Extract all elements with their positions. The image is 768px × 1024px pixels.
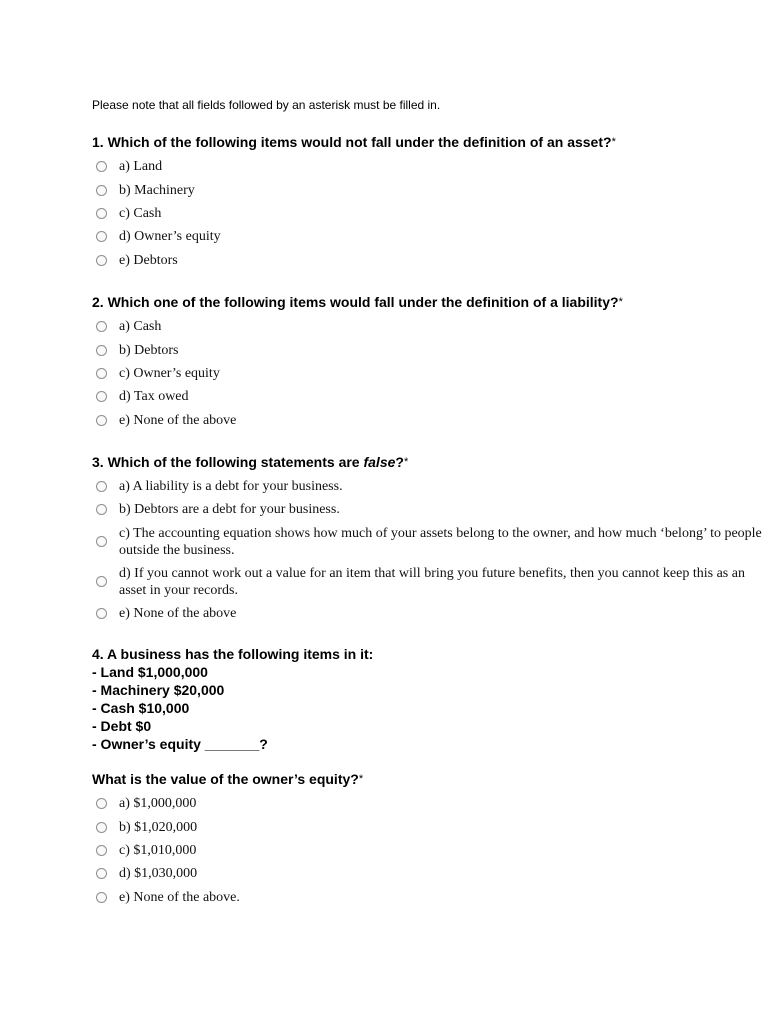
required-asterisk: * xyxy=(358,773,364,786)
radio-button[interactable] xyxy=(96,868,107,879)
radio-button[interactable] xyxy=(96,481,107,492)
scenario-line-machinery: - Machinery $20,000 xyxy=(92,682,225,699)
question-3-title: 3. Which of the following statements are false?* xyxy=(92,453,409,470)
question-2-title: 2. Which one of the following items would fall under the definition of a liability?* xyxy=(92,293,623,310)
question-2-option-a[interactable] xyxy=(92,315,768,338)
radio-button[interactable] xyxy=(96,608,107,619)
question-2-option-e[interactable] xyxy=(92,409,768,432)
question-4-option-c[interactable] xyxy=(92,839,768,862)
required-fields-note: Please note that all fields followed by an asterisk must be filled in. xyxy=(92,98,441,112)
radio-button[interactable] xyxy=(96,504,107,515)
option-label: e) None of the above xyxy=(119,412,237,428)
question-4-option-a[interactable] xyxy=(92,792,768,815)
question-3-option-d[interactable] xyxy=(92,562,768,602)
option-label: e) None of the above xyxy=(119,605,237,621)
question-4-option-b[interactable] xyxy=(92,815,768,838)
question-1-option-c[interactable] xyxy=(92,202,768,225)
option-label: b) Debtors are a debt for your business. xyxy=(119,502,340,518)
scenario-line-owners-equity: - Owner’s equity _______? xyxy=(92,736,268,753)
question-3-option-e[interactable] xyxy=(92,602,768,625)
radio-button[interactable] xyxy=(96,415,107,426)
option-label: b) $1,020,000 xyxy=(119,819,198,835)
option-label: a) $1,000,000 xyxy=(119,796,197,812)
question-1-option-d[interactable] xyxy=(92,225,768,248)
radio-button[interactable] xyxy=(96,391,107,402)
radio-button[interactable] xyxy=(96,845,107,856)
question-1-option-e[interactable] xyxy=(92,249,768,272)
question-2-option-d[interactable] xyxy=(92,385,768,408)
question-4-title: 4. A business has the following items in it: xyxy=(92,646,374,663)
question-1-title: 1. Which of the following items would not fall under the definition of an asset?* xyxy=(92,134,616,150)
radio-button[interactable] xyxy=(96,231,107,242)
survey-form xyxy=(92,96,768,909)
radio-button[interactable] xyxy=(96,185,107,196)
radio-button[interactable] xyxy=(96,892,107,903)
question-4 xyxy=(92,645,768,909)
required-asterisk: * xyxy=(403,455,409,468)
radio-button[interactable] xyxy=(96,321,107,332)
question-1 xyxy=(92,133,768,272)
question-2 xyxy=(92,293,768,432)
option-label: d) $1,030,000 xyxy=(119,866,198,882)
radio-button[interactable] xyxy=(96,798,107,809)
scenario-line-cash: - Cash $10,000 xyxy=(92,700,190,717)
option-label: c) $1,010,000 xyxy=(119,843,197,859)
radio-button[interactable] xyxy=(96,161,107,172)
question-1-option-a[interactable] xyxy=(92,155,768,178)
question-3 xyxy=(92,453,768,625)
question-4-option-d[interactable] xyxy=(92,862,768,885)
option-label: b) Machinery xyxy=(119,182,195,198)
radio-button[interactable] xyxy=(96,822,107,833)
option-label: a) A liability is a debt for your business. xyxy=(119,479,343,495)
option-label: a) Cash xyxy=(119,319,162,335)
question-1-option-b[interactable] xyxy=(92,178,768,201)
question-2-option-b[interactable] xyxy=(92,338,768,361)
scenario-line-debt: - Debt $0 xyxy=(92,718,152,735)
option-label: a) Land xyxy=(119,159,163,175)
radio-button[interactable] xyxy=(96,536,107,547)
option-label: d) Owner’s equity xyxy=(119,229,221,245)
required-asterisk: * xyxy=(618,295,623,308)
option-label: c) The accounting equation shows how much of your assets belong to the owner, and how much ‘belong’ to people outside the business. xyxy=(119,525,762,558)
question-3-option-c[interactable] xyxy=(92,522,768,562)
question-2-option-c[interactable] xyxy=(92,362,768,385)
question-4-subtitle: What is the value of the owner’s equity?* xyxy=(92,771,364,788)
option-label: b) Debtors xyxy=(119,342,179,358)
option-label: e) None of the above. xyxy=(119,889,240,905)
question-3-option-b[interactable] xyxy=(92,498,768,521)
scenario-line-land: - Land $1,000,000 xyxy=(92,664,208,681)
question-3-option-a[interactable] xyxy=(92,475,768,498)
option-label: d) If you cannot work out a value for an item that will bring you future benefits, then you cannot keep this as an asset in your records. xyxy=(119,565,745,598)
option-label: d) Tax owed xyxy=(119,389,189,405)
option-label: c) Cash xyxy=(119,205,162,221)
radio-button[interactable] xyxy=(96,255,107,266)
question-4-option-e[interactable] xyxy=(92,886,768,909)
required-asterisk: * xyxy=(611,136,616,148)
radio-button[interactable] xyxy=(96,208,107,219)
question-4-scenario xyxy=(92,645,768,753)
radio-button[interactable] xyxy=(96,576,107,587)
emphasis-false: false xyxy=(363,453,396,470)
radio-button[interactable] xyxy=(96,345,107,356)
radio-button[interactable] xyxy=(96,368,107,379)
option-label: e) Debtors xyxy=(119,252,178,268)
option-label: c) Owner’s equity xyxy=(119,365,220,381)
